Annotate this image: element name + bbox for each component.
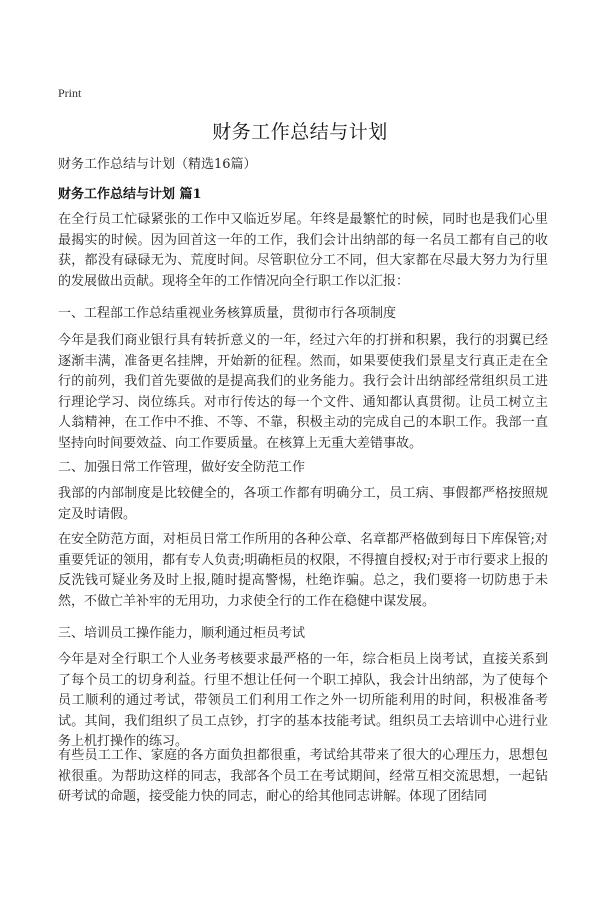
- paragraph-business-quality: 今年是我们商业银行具有转折意义的一年，经过六年的打拼和积累，我行的羽翼已经逐渐丰满，准备更名挂牌，开始新的征程。然而，如果要使我们景星支行真正走在全行的前列，我们首先要做的是提高我们的业务能力。我行会计出纳部经常组织员工进行理论学习、岗位练兵。对市行传达的每一个文件、通知都认真贯彻。让员工树立主人翁精神，在工作中不推、不等、不靠，积极主动的完成自己的本职工作。我部一直坚持向时间要效益、向工作要质量。在核算上无重大差错事故。: [58, 333, 548, 451]
- print-label: Print: [58, 86, 82, 100]
- section-title: 财务工作总结与计划 篇1: [58, 187, 202, 202]
- paragraph-support: 有些员工工作、家庭的各方面负担都很重，考试给其带来了很大的心理压力，思想包袱很重。为帮助这样的同志，我部各个员工在考试期间，经常互相交流思想，一起钻研考试的命题，接受能力快的同志，耐心的给其他同志讲解。体现了团结同: [58, 748, 548, 804]
- heading-one: 一、工程部工作总结重视业务核算质量，贯彻市行各项制度: [58, 306, 397, 321]
- heading-three: 三、培训员工操作能力，顺利通过柜员考试: [58, 626, 306, 641]
- document-subtitle: 财务工作总结与计划（精选16篇）: [58, 157, 257, 172]
- heading-two: 二、加强日常工作管理，做好安全防范工作: [58, 460, 306, 475]
- paragraph-training: 今年是对全行职工个人业务考核要求最严格的一年，综合柜员上岗考试，直接关系到了每个员工的切身利益。行里不想让任何一个职工掉队，我会计出纳部，为了使每个员工顺利的通过考试，带领员工们利用工作之外一切所能利用的时间，积极准备考试。其间，我们组织了员工点钞，打字的基本技能考试。组织员工去培训中心进行业务上机打操作的练习。: [58, 652, 548, 749]
- paragraph-internal-rules: 我部的内部制度是比较健全的，各项工作都有明确分工，员工病、事假都严格按照规定及时请假。: [58, 486, 548, 522]
- document-title: 财务工作总结与计划: [212, 121, 388, 143]
- paragraph-intro: 在全行员工忙碌紧张的工作中又临近岁尾。年终是最繁忙的时候，同时也是我们心里最揭实的时候。因为回首这一年的工作，我们会计出纳部的每一名员工都有自己的收获，都没有碌碌无为、荒度时间。尽管职位分工不同，但大家都在尽最大努力为行里的发展做出贡献。现将全年的工作情况向全行职工作以汇报：: [58, 212, 548, 289]
- paragraph-safety: 在安全防范方面，对柜员日常工作所用的各种公章、名章都严格做到每日下库保管;对重要凭证的领用，都有专人负责;明确柜员的权限，不得擅自授权;对于市行要求上报的反洗钱可疑业务及时上报,随时提高警惕，杜绝诈骗。总之，我们要将一切防患于未然，不做亡羊补牢的无用功，力求使全行的工作在稳健中谋发展。: [58, 532, 548, 609]
